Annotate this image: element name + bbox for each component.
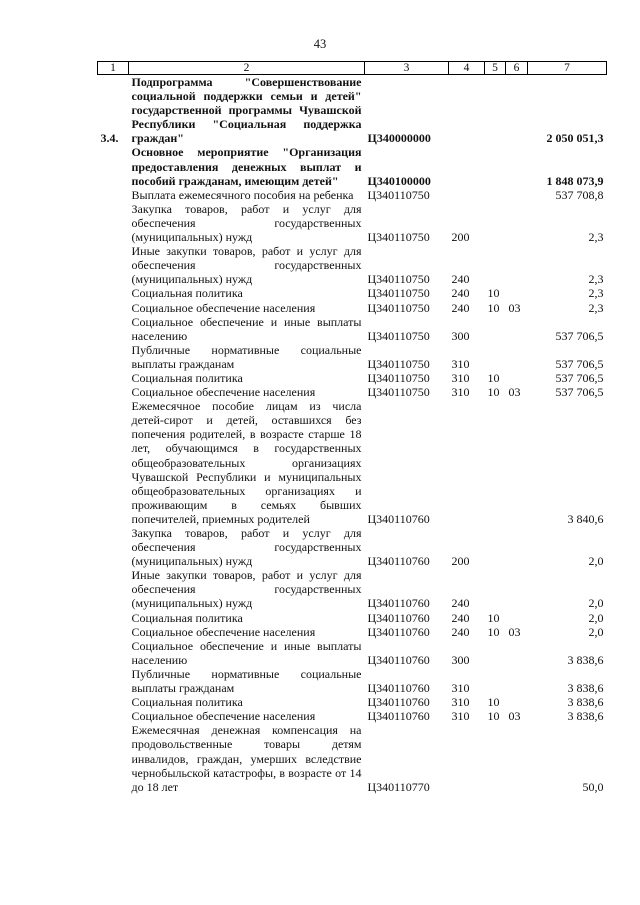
- row-expense-type: 310: [451, 385, 470, 400]
- row-expense-type: 310: [451, 695, 470, 710]
- row-number: [98, 625, 129, 639]
- row-code: Ц340110750: [367, 187, 430, 202]
- row-subsection: [506, 315, 528, 343]
- row-subsection: 03: [508, 624, 521, 639]
- row-name: Социальное обеспечение населения: [131, 385, 316, 400]
- table-row: [98, 695, 607, 709]
- row-code: Ц340110760: [367, 695, 430, 710]
- row-amount: 50,0: [582, 779, 604, 794]
- row-number: [98, 526, 129, 568]
- table-row: [98, 244, 607, 286]
- row-name: Социальное обеспечение населения: [131, 709, 316, 724]
- row-expense-type: 310: [451, 356, 470, 371]
- row-section: 10: [487, 286, 500, 301]
- column-header: 5: [485, 62, 506, 75]
- row-number: [98, 568, 129, 610]
- row-name: Ежемесячное пособие лицам из числа детей-сирот и детей, оставшихся без попечения родителей, в возрасте старше 18 лет, обучающимся в государственных общеобразовательных организациях Чувашской Республики и муниципальных общеобразовательных организациях и проживающим в семьях бывших попечителей, приемных родителей: [131, 399, 362, 526]
- row-code: Ц340110760: [367, 610, 430, 625]
- row-number: [98, 343, 129, 371]
- row-section: 10: [487, 370, 500, 385]
- row-expense-type: 310: [451, 709, 470, 724]
- row-number: [98, 301, 129, 315]
- table-row: [98, 75, 607, 146]
- row-section: [485, 526, 506, 568]
- row-name: Ежемесячная денежная компенсация на продовольственные товары детям инвалидов, граждан, умерших вследствие чернобыльской катастрофы, в возрасте от 14 до 18 лет: [131, 723, 362, 794]
- row-expense-type: [449, 399, 485, 526]
- row-section: [485, 75, 506, 146]
- row-section: [485, 188, 506, 202]
- row-name: Социальное обеспечение населения: [131, 300, 316, 315]
- table-row: [98, 371, 607, 385]
- row-code: Ц340100000: [367, 173, 431, 188]
- table-row: [98, 399, 607, 526]
- row-amount: 2 050 051,3: [546, 131, 604, 146]
- row-subsection: [506, 695, 528, 709]
- row-code: Ц340110750: [367, 272, 430, 287]
- row-code: Ц340110750: [367, 300, 430, 315]
- row-amount: 2,3: [588, 300, 604, 315]
- row-section: [485, 568, 506, 610]
- row-expense-type: 200: [451, 230, 470, 245]
- table-row: [98, 286, 607, 300]
- row-section: [485, 145, 506, 187]
- row-amount: 537 706,5: [555, 370, 604, 385]
- row-code: Ц340110750: [367, 370, 430, 385]
- row-section: [485, 343, 506, 371]
- row-name: Закупка товаров, работ и услуг для обеспечения государственных (муниципальных) нужд: [131, 526, 362, 569]
- table-row: [98, 709, 607, 723]
- column-header: 2: [129, 62, 365, 75]
- row-subsection: [506, 568, 528, 610]
- row-amount: 537 706,5: [555, 328, 604, 343]
- row-subsection: [506, 399, 528, 526]
- row-expense-type: 200: [451, 554, 470, 569]
- row-code: Ц340000000: [367, 131, 431, 146]
- row-section: 10: [487, 610, 500, 625]
- row-expense-type: 240: [451, 286, 470, 301]
- row-section: [485, 315, 506, 343]
- column-header: 4: [449, 62, 485, 75]
- row-code: Ц340110750: [367, 328, 430, 343]
- row-amount: 2,3: [588, 272, 604, 287]
- row-number: [98, 399, 129, 526]
- row-amount: 537 706,5: [555, 385, 604, 400]
- row-subsection: 03: [508, 385, 521, 400]
- row-number: [98, 145, 129, 187]
- table-row: [98, 568, 607, 610]
- row-section: 10: [487, 300, 500, 315]
- row-code: Ц340110750: [367, 230, 430, 245]
- row-code: Ц340110750: [367, 286, 430, 301]
- row-section: 10: [487, 624, 500, 639]
- row-subsection: [506, 526, 528, 568]
- row-subsection: [506, 75, 528, 146]
- row-number: [98, 315, 129, 343]
- row-section: [485, 202, 506, 244]
- row-name: Публичные нормативные социальные выплаты гражданам: [131, 342, 362, 371]
- row-number: [98, 202, 129, 244]
- row-name: Социальное обеспечение и иные выплаты населению: [131, 638, 362, 667]
- row-amount: 3 838,6: [567, 709, 604, 724]
- row-code: Ц340110760: [367, 624, 430, 639]
- row-section: [485, 639, 506, 667]
- row-subsection: [506, 202, 528, 244]
- table-row: [98, 145, 607, 187]
- row-subsection: [506, 343, 528, 371]
- row-number: [98, 611, 129, 625]
- row-section: 10: [487, 709, 500, 724]
- table-row: [98, 385, 607, 399]
- row-amount: 537 708,8: [555, 187, 604, 202]
- row-expense-type: 240: [451, 300, 470, 315]
- row-subsection: [506, 639, 528, 667]
- row-subsection: 03: [508, 300, 521, 315]
- row-name: Социальная политика: [131, 695, 243, 710]
- row-code: Ц340110750: [367, 356, 430, 371]
- row-name: Выплата ежемесячного пособия на ребенка: [131, 187, 354, 202]
- row-amount: 537 706,5: [555, 356, 604, 371]
- row-number: [98, 709, 129, 723]
- table-row: [98, 723, 607, 793]
- row-subsection: [506, 667, 528, 695]
- row-expense-type: 300: [451, 652, 470, 667]
- row-code: Ц340110760: [367, 652, 430, 667]
- page-number: 43: [313, 37, 327, 51]
- row-subsection: [506, 371, 528, 385]
- table-row: [98, 301, 607, 315]
- row-amount: 2,0: [588, 554, 604, 569]
- row-name: Закупка товаров, работ и услуг для обеспечения государственных (муниципальных) нужд: [131, 201, 362, 245]
- row-section: [485, 399, 506, 526]
- table-row: [98, 526, 607, 568]
- row-subsection: [506, 611, 528, 625]
- budget-table: [97, 61, 607, 794]
- row-name: Социальная политика: [131, 370, 243, 385]
- row-name: Социальная политика: [131, 286, 243, 301]
- row-name: Основное мероприятие "Организация предоставления денежных выплат и пособий гражданам, имеющим детей": [131, 145, 362, 188]
- row-subsection: [506, 145, 528, 187]
- row-amount: 2,0: [588, 596, 604, 611]
- table-row: [98, 343, 607, 371]
- row-code: Ц340110760: [367, 596, 430, 611]
- row-number: [98, 723, 129, 793]
- row-amount: 1 848 073,9: [546, 173, 604, 188]
- row-subsection: [506, 188, 528, 202]
- row-amount: 3 838,6: [567, 652, 604, 667]
- row-number: [98, 385, 129, 399]
- row-amount: 2,0: [588, 624, 604, 639]
- row-expense-type: 240: [451, 624, 470, 639]
- table-row: [98, 315, 607, 343]
- row-number: [98, 695, 129, 709]
- row-name: Иные закупки товаров, работ и услуг для обеспечения государственных (муниципальных) нужд: [131, 568, 362, 611]
- row-number: [98, 667, 129, 695]
- row-code: Ц340110760: [367, 709, 430, 724]
- row-expense-type: 240: [451, 610, 470, 625]
- row-expense-type: 310: [451, 681, 470, 696]
- row-expense-type: [449, 75, 485, 146]
- row-code: Ц340110760: [367, 511, 430, 526]
- table-row: [98, 188, 607, 202]
- header-row: [98, 62, 607, 75]
- row-name: Социальное обеспечение населения: [131, 624, 316, 639]
- row-subsection: [506, 723, 528, 793]
- row-code: Ц340110750: [367, 385, 430, 400]
- column-header: 1: [98, 62, 129, 75]
- row-section: 10: [487, 695, 500, 710]
- table-row: [98, 625, 607, 639]
- row-number: [98, 371, 129, 385]
- row-section: [485, 667, 506, 695]
- row-amount: 3 838,6: [567, 695, 604, 710]
- row-expense-type: [449, 723, 485, 793]
- column-header: 3: [365, 62, 449, 75]
- row-subsection: 03: [508, 709, 521, 724]
- table-row: [98, 202, 607, 244]
- column-header: 7: [528, 62, 607, 75]
- row-name: Социальное обеспечение и иные выплаты населению: [131, 314, 362, 343]
- row-subsection: [506, 244, 528, 286]
- row-code: Ц340110770: [367, 779, 430, 794]
- row-name: Иные закупки товаров, работ и услуг для обеспечения государственных (муниципальных) нужд: [131, 244, 362, 287]
- row-name: Социальная политика: [131, 610, 243, 625]
- row-amount: 2,3: [588, 230, 604, 245]
- row-number: 3.4.: [100, 131, 119, 146]
- row-section: [485, 244, 506, 286]
- row-amount: 3 840,6: [567, 511, 604, 526]
- table-row: [98, 639, 607, 667]
- column-header: 6: [506, 62, 528, 75]
- row-section: 10: [487, 385, 500, 400]
- row-expense-type: 240: [451, 596, 470, 611]
- row-code: Ц340110760: [367, 681, 430, 696]
- row-number: [98, 639, 129, 667]
- table-row: [98, 611, 607, 625]
- row-subsection: [506, 286, 528, 300]
- row-expense-type: 300: [451, 328, 470, 343]
- row-number: [98, 286, 129, 300]
- row-name: Подпрограмма "Совершенствование социальной поддержки семьи и детей" государственной программы Чувашской Республики "Социальная поддержка граждан": [131, 75, 362, 146]
- row-name: Публичные нормативные социальные выплаты гражданам: [131, 666, 362, 696]
- row-expense-type: 310: [451, 370, 470, 385]
- row-code: Ц340110760: [367, 554, 430, 569]
- row-expense-type: [449, 145, 485, 187]
- row-amount: 3 838,6: [567, 681, 604, 696]
- row-expense-type: 240: [451, 272, 470, 287]
- row-amount: 2,0: [588, 610, 604, 625]
- row-number: [98, 244, 129, 286]
- row-number: [98, 188, 129, 202]
- row-amount: 2,3: [588, 286, 604, 301]
- row-section: [485, 723, 506, 793]
- row-expense-type: [449, 188, 485, 202]
- table-row: [98, 667, 607, 695]
